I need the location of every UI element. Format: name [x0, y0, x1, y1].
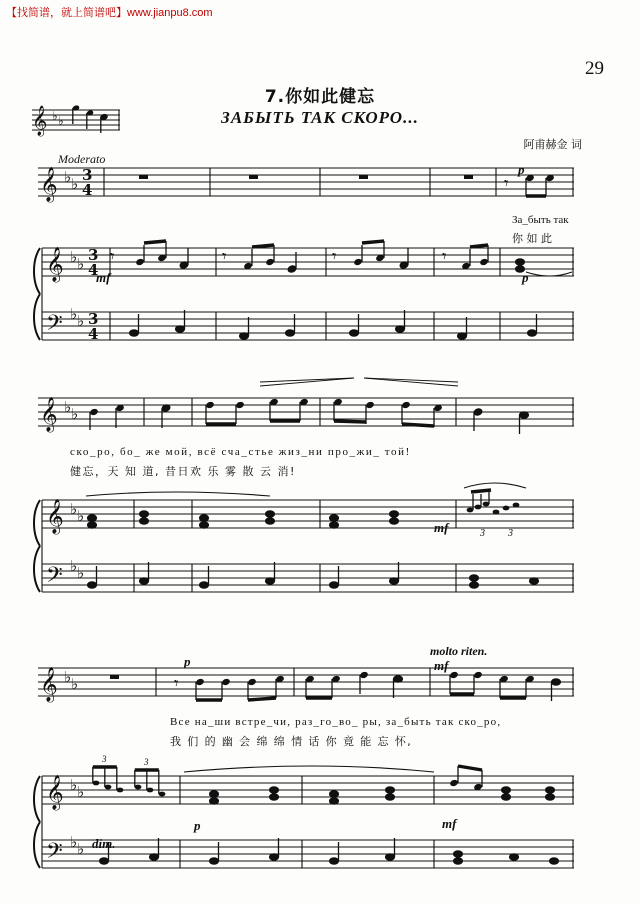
page-title-russian: ЗАБЫТЬ ТАК СКОРО...: [221, 108, 419, 127]
svg-text:𝄞: 𝄞: [46, 499, 64, 534]
svg-text:𝄾: 𝄾: [332, 247, 337, 267]
dynamic-mf-1: mf: [96, 270, 111, 285]
svg-text:𝄢: 𝄢: [46, 311, 63, 341]
svg-text:♭: ♭: [70, 833, 78, 851]
svg-text:3: 3: [144, 757, 149, 767]
svg-text:♭: ♭: [70, 776, 78, 794]
svg-text:𝄞: 𝄞: [40, 397, 58, 432]
incipit-staff: [28, 104, 118, 138]
lyric-russian-2: ско_ро, бо_ же мой, всё сча_стье жиз_ни про_жи_ той!: [70, 446, 411, 458]
svg-text:♭: ♭: [64, 168, 72, 186]
svg-text:𝄞: 𝄞: [40, 667, 58, 702]
dynamic-p-3: p: [184, 654, 191, 669]
page-title-chinese: 7.你如此健忘: [264, 87, 376, 107]
dynamic-p-4: p: [194, 818, 201, 833]
svg-text:♭: ♭: [71, 175, 79, 193]
lyric-chinese-2: 健忘，天 知 道, 昔日欢 乐 雾 散 云 消!: [70, 465, 296, 478]
svg-text:𝄾: 𝄾: [174, 674, 179, 694]
svg-text:3: 3: [88, 246, 99, 264]
svg-text:♭: ♭: [58, 114, 64, 128]
system-3-staves: [34, 648, 606, 888]
lyric-chinese-3: 我 们 的 幽 会 绵 绵 情 话 你 竟 能 忘 怀,: [170, 735, 413, 748]
lyric-russian-1: За_быть так: [512, 214, 569, 226]
svg-text:♭: ♭: [77, 564, 85, 582]
svg-text:3: 3: [508, 528, 513, 539]
svg-text:♭: ♭: [64, 398, 72, 416]
svg-text:3: 3: [82, 166, 93, 184]
dynamic-p-1: p: [518, 162, 525, 177]
svg-text:4: 4: [88, 325, 99, 343]
svg-text:𝄾: 𝄾: [504, 174, 509, 194]
svg-text:♭: ♭: [77, 840, 85, 858]
page-number: 29: [585, 58, 604, 79]
svg-text:♭: ♭: [52, 109, 58, 123]
lyric-chinese-1: 你 如 此: [512, 232, 552, 245]
svg-text:4: 4: [88, 261, 99, 279]
svg-text:♭: ♭: [70, 248, 78, 266]
svg-text:♭: ♭: [77, 255, 85, 273]
svg-text:𝄞: 𝄞: [46, 775, 64, 810]
svg-text:𝄢: 𝄢: [46, 839, 63, 869]
music-system-3: [34, 644, 606, 888]
svg-text:4: 4: [82, 181, 93, 199]
svg-text:3: 3: [480, 528, 485, 539]
svg-text:𝄞: 𝄞: [32, 106, 48, 136]
svg-text:♭: ♭: [71, 675, 79, 693]
svg-text:♭: ♭: [70, 557, 78, 575]
svg-text:♭: ♭: [70, 500, 78, 518]
tempo-marking: Moderato: [58, 152, 106, 166]
system-2-staves: [34, 388, 606, 608]
expression-molto-riten: molto riten.: [430, 644, 488, 658]
svg-text:♭: ♭: [77, 312, 85, 330]
lyricist-credit: 阿甫赫金 词: [523, 138, 582, 151]
svg-text:𝄾: 𝄾: [222, 247, 227, 267]
dynamic-mf-4: mf: [442, 816, 457, 831]
svg-text:𝄢: 𝄢: [46, 563, 63, 593]
svg-text:♭: ♭: [71, 405, 79, 423]
dynamic-mf-3: mf: [434, 658, 449, 673]
dynamic-p-2: p: [522, 270, 529, 285]
svg-text:♭: ♭: [77, 507, 85, 525]
music-system-2: [34, 388, 606, 608]
music-system-1: [34, 152, 606, 352]
svg-text:𝄞: 𝄞: [40, 167, 58, 202]
system-1-staves: [34, 152, 606, 352]
lyric-russian-3: Все на_ши встре_чи, раз_го_во_ ры, за_быть так ско_ро,: [170, 716, 502, 728]
svg-text:♭: ♭: [77, 783, 85, 801]
svg-text:3: 3: [88, 310, 99, 328]
svg-text:♭: ♭: [64, 668, 72, 686]
svg-text:3: 3: [102, 754, 107, 764]
svg-text:𝄾: 𝄾: [110, 247, 115, 267]
svg-text:𝄾: 𝄾: [442, 247, 447, 267]
svg-text:𝄞: 𝄞: [46, 247, 64, 282]
dynamic-mf-2: mf: [434, 520, 449, 535]
site-watermark: 【找简谱，就上简谱吧】www.jianpu8.com: [6, 7, 213, 19]
svg-text:♭: ♭: [70, 305, 78, 323]
dynamic-dim: dim.: [92, 836, 116, 851]
